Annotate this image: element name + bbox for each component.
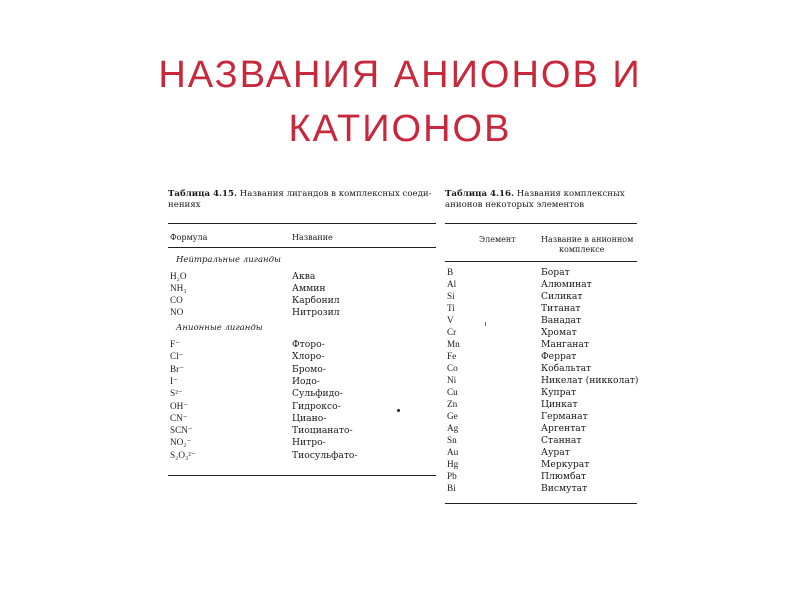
name-cell: Гидроксо- xyxy=(292,400,341,412)
name-cell: Карбонил xyxy=(292,295,340,306)
formula-cell: S₂O₃²⁻ xyxy=(170,449,196,460)
formula-cell: Mn xyxy=(447,339,460,349)
name-cell: Силикат xyxy=(541,291,583,302)
formula-cell: Al xyxy=(447,279,457,289)
table-rule-top xyxy=(168,223,436,224)
table-number: Таблица 4.15. xyxy=(168,189,237,199)
col-name-header: Название xyxy=(292,233,333,242)
table-row xyxy=(168,425,436,436)
name-cell: Хлоро- xyxy=(292,351,325,363)
formula-cell: H₂O xyxy=(170,271,187,281)
formula-cell: Zn xyxy=(447,399,458,409)
table-rule-header xyxy=(445,261,637,262)
formula-cell: OH⁻ xyxy=(170,400,189,411)
formula-cell: Ge xyxy=(447,411,458,421)
table-caption-text: Названия лигандов в комплексных соеди- xyxy=(239,189,432,199)
table-row xyxy=(445,339,637,350)
formula-cell: Hg xyxy=(447,459,459,469)
col-name-header-line-2: комплексе xyxy=(559,245,605,254)
table-row xyxy=(445,303,637,314)
formula-cell: CN⁻ xyxy=(170,412,188,423)
col-name-header-line-1: Название в анионном xyxy=(541,235,634,244)
formula-cell: NH₃ xyxy=(170,283,187,293)
table-caption-cont: нениях xyxy=(168,200,201,210)
table-row xyxy=(168,307,436,318)
formula-cell: Bi xyxy=(447,483,456,493)
table-row xyxy=(445,435,637,446)
name-cell: Аурат xyxy=(541,447,570,458)
formula-cell: Co xyxy=(447,363,458,373)
table-row xyxy=(445,471,637,482)
name-cell: Алюминат xyxy=(541,279,592,290)
col-formula-header: Формула xyxy=(170,233,208,242)
scan-tick-mark xyxy=(485,322,486,326)
name-cell: Ванадат xyxy=(541,315,582,326)
col-element-header: Элемент xyxy=(479,235,516,244)
name-cell: Сульфидо- xyxy=(292,388,343,400)
formula-cell: S²⁻ xyxy=(170,388,183,399)
name-cell: Нитро- xyxy=(292,437,326,449)
name-cell: Фторо- xyxy=(292,339,325,350)
name-cell: Титанат xyxy=(541,303,581,314)
name-cell: Иодо- xyxy=(292,375,320,387)
table-row xyxy=(168,450,436,461)
table-row xyxy=(445,327,637,338)
name-cell: Бромо- xyxy=(292,363,326,375)
name-cell: Висмутат xyxy=(541,483,588,494)
table-row xyxy=(445,483,637,494)
table-row xyxy=(168,339,436,350)
formula-cell: Pb xyxy=(447,471,457,481)
table-row xyxy=(445,351,637,362)
formula-cell: Si xyxy=(447,291,455,301)
table-row xyxy=(445,291,637,302)
name-cell: Нитрозил xyxy=(292,307,340,318)
name-cell: Плюмбат xyxy=(541,471,587,482)
ligand-names-table xyxy=(168,189,436,499)
formula-cell: CO xyxy=(170,295,183,305)
table-row xyxy=(168,388,436,399)
complex-anion-names-table xyxy=(445,189,637,507)
table-caption-text: Названия комплексных xyxy=(516,189,625,199)
slide-title-line-2: КАТИОНОВ xyxy=(288,108,512,150)
name-cell: Никелат (никколат) xyxy=(541,375,639,386)
name-cell: Аква xyxy=(292,271,316,282)
formula-cell: Fe xyxy=(447,351,457,361)
formula-cell: Br⁻ xyxy=(170,363,185,374)
name-cell: Циано- xyxy=(292,412,327,424)
name-cell: Тиосульфато- xyxy=(292,449,358,461)
formula-cell: SCN⁻ xyxy=(170,425,193,436)
table-rule-header xyxy=(168,247,436,248)
formula-cell: F⁻ xyxy=(170,339,180,349)
formula-cell: NO₂⁻ xyxy=(170,437,192,448)
name-cell: Германат xyxy=(541,411,588,422)
formula-cell: NO xyxy=(170,307,184,317)
name-cell: Борат xyxy=(541,267,570,278)
slide-title-line-1: НАЗВАНИЯ АНИОНОВ И xyxy=(158,54,642,96)
formula-cell: Sn xyxy=(447,435,457,445)
table-caption xyxy=(168,189,436,211)
formula-cell: Ni xyxy=(447,375,457,385)
formula-cell: Ti xyxy=(447,303,455,313)
table-row xyxy=(445,363,637,374)
table-row xyxy=(168,295,436,306)
table-row xyxy=(445,387,637,398)
table-rule-bottom xyxy=(168,475,436,476)
table-row xyxy=(445,279,637,290)
table-row xyxy=(445,315,637,326)
table-row xyxy=(445,267,637,278)
table-row xyxy=(445,447,637,458)
formula-cell: Cr xyxy=(447,327,457,337)
table-row xyxy=(168,283,436,294)
table-row xyxy=(168,437,436,448)
scan-dot-mark xyxy=(397,409,400,412)
table-row xyxy=(168,413,436,424)
name-cell: Кобальтат xyxy=(541,363,592,374)
table-caption xyxy=(445,189,637,211)
table-row xyxy=(445,399,637,410)
formula-cell: Au xyxy=(447,447,459,457)
formula-cell: B xyxy=(447,267,454,277)
table-row xyxy=(168,401,436,412)
table-number: Таблица 4.16. xyxy=(445,189,514,199)
table-rule-top xyxy=(445,223,637,224)
name-cell: Феррат xyxy=(541,351,577,362)
name-cell: Аммин xyxy=(292,283,326,294)
table-caption-cont: анионов некоторых элементов xyxy=(445,200,585,210)
table-row xyxy=(168,351,436,362)
table-row xyxy=(445,459,637,470)
table-row xyxy=(168,376,436,387)
section-anionic-ligands: Анионные лиганды xyxy=(176,323,263,333)
slide-title xyxy=(0,48,800,156)
name-cell: Меркурат xyxy=(541,459,590,470)
name-cell: Аргентат xyxy=(541,423,586,434)
table-rule-bottom xyxy=(445,503,637,504)
name-cell: Купрат xyxy=(541,387,577,398)
table-row xyxy=(168,364,436,375)
table-row xyxy=(445,411,637,422)
table-row xyxy=(445,423,637,434)
name-cell: Манганат xyxy=(541,339,589,350)
name-cell: Цинкат xyxy=(541,399,578,410)
table-row xyxy=(168,271,436,282)
name-cell: Хромат xyxy=(541,327,577,338)
formula-cell: Cu xyxy=(447,387,458,397)
formula-cell: V xyxy=(447,315,454,325)
formula-cell: Ag xyxy=(447,423,459,433)
name-cell: Станнат xyxy=(541,435,582,446)
table-row xyxy=(445,375,637,386)
formula-cell: I⁻ xyxy=(170,375,178,386)
formula-cell: Cl⁻ xyxy=(170,351,184,362)
section-neutral-ligands: Нейтральные лиганды xyxy=(176,255,281,265)
name-cell: Тиоцианато- xyxy=(292,425,353,437)
